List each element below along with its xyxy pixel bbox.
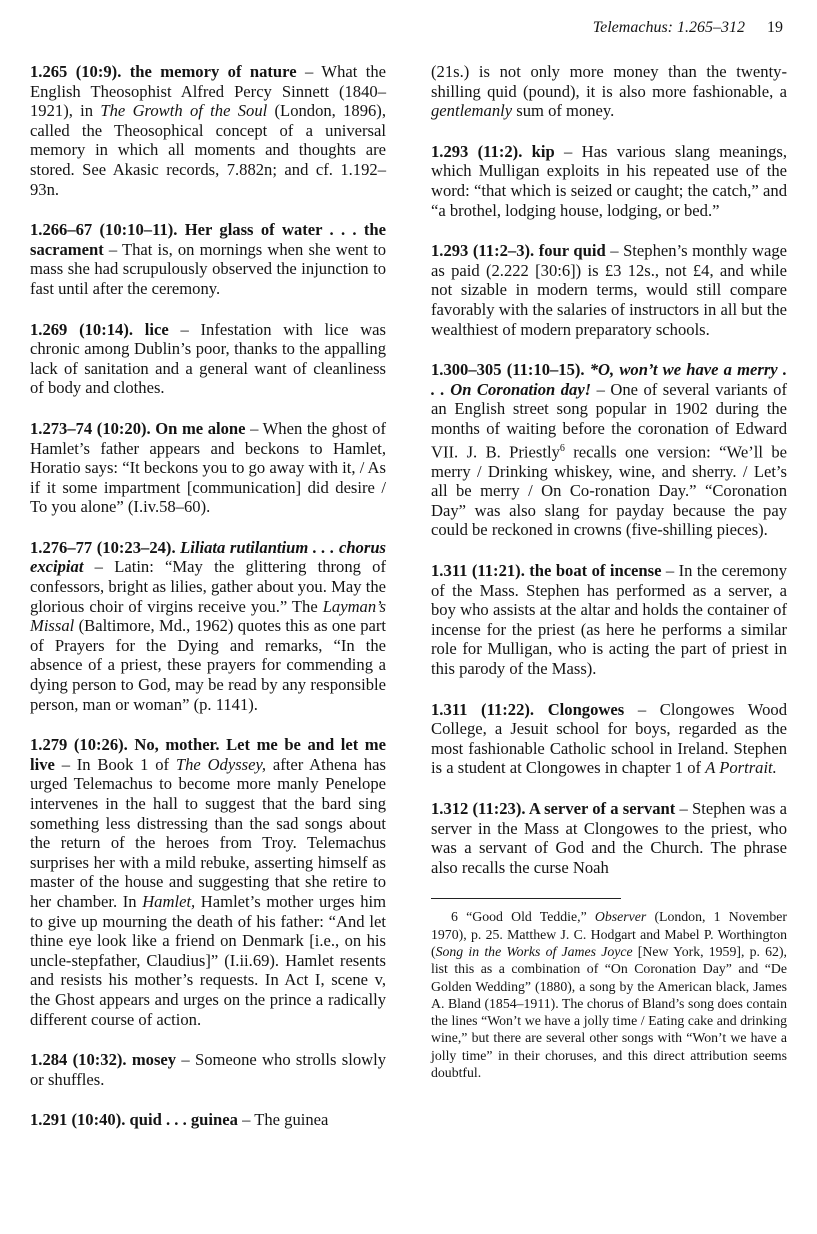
entry-text-run: In Book 1 of xyxy=(76,754,176,774)
entry-text-run: (Baltimore, Md., 1962) quotes this as one part of Prayers for the Dying and remarks, “In the absence of a priest, these prayers for commending a dying person to God, may be read by any responsible person, man or woman” (p. 1141). xyxy=(30,616,386,714)
entry-reference: 1.311 (11:22). xyxy=(431,699,548,719)
entry-text-run: after Athena has urged Telemachus to become more manly Penelope intervenes in the hall to suggest that the bard sing something less distressing than the sad songs about the return of the heroes from Troy. Telemachus surprises her with a mild rebuke, asserting himself as master of the house and suggesting that she retire to her chamber. In xyxy=(30,754,386,911)
entry-dash: – xyxy=(624,699,660,719)
entry-lemma: kip xyxy=(531,141,555,161)
entry-text-run: The Growth of the Soul xyxy=(100,101,268,121)
entry-lemma: Clongowes xyxy=(547,699,625,719)
entry-reference: 1.265 (10:9). xyxy=(30,62,130,81)
entry-lemma: *O, won’t we have a merry . . . On Coronation day! xyxy=(431,360,787,399)
entry-text-run: Clongowes Wood College, a Jesuit school for boys, regarded as the most fashionable Catholic school in Ireland. Stephen is a student at Clongowes in chapter 1 of xyxy=(431,699,788,778)
entry-lemma: mosey xyxy=(131,1050,177,1070)
footnote-text-run: Song in the Works of James Joyce xyxy=(435,943,633,959)
entry-reference: 1.273–74 (10:20). xyxy=(30,418,156,438)
entry-lemma: Her glass of water . . . the sacrament xyxy=(30,220,387,259)
entry-reference: 1.300–305 (11:10–15). xyxy=(431,360,590,380)
entry-dash: – xyxy=(675,798,692,818)
entry-text-run: Someone who strolls slowly or shuffles. xyxy=(30,1050,387,1089)
continuation-end: sum of money. xyxy=(512,101,615,121)
entry-lemma: A server of a servant xyxy=(528,798,676,818)
running-header xyxy=(593,18,783,38)
annotation-entry xyxy=(431,142,787,220)
entry-lemma: Liliata rutilantium . . . chorus excipiat xyxy=(30,537,387,577)
entry-dash: – xyxy=(176,1050,195,1070)
right-column xyxy=(431,62,787,1095)
footnote-text-run: [New York, 1959], p. 62), list this as a combination of “On Coronation Day” and “De Golden Wedding” (1880), a song by the American black, James A. Bland (1854–1911). The chorus of Bland’s song does contain the lines “Won’t we have a jolly time / Eating cake and drinking wine,” but there are several other songs with “Won’t we have a jolly time” in their choruses, and this direct attribution seems doubtful. xyxy=(431,943,787,1080)
annotation-entry xyxy=(30,538,386,714)
entry-text-run: Hamlet’s mother urges him to give up mourning the death of his father: “And let thine eye look like a friend on Denmark [i.e., on his uncle-stepfather, Claudius]” (I.ii.69). Hamlet resents and resists his mother’s requests. In Act I, scene v, the Ghost appears and urges on the prince a radically different course of action. xyxy=(30,891,387,1029)
entry-text-run: What the English Theosophist Alfred Percy Sinnett (1840–1921), in xyxy=(30,62,387,121)
footnote-text-run: 6 “Good Old Teddie,” xyxy=(451,909,595,925)
annotation-entry xyxy=(30,220,386,298)
annotation-entry xyxy=(431,360,787,540)
entry-text-run: One of several variants of an English street song popular in 1902 during the months of waiting before the coronation of Edward VII. J. B. Priestly xyxy=(431,379,788,462)
entry-text-run: (London, 1896), called the Theosophical concept of a universal memory in which all moments and thoughts are stored. See Akasic records, 7.882n; and cf. 1.192–93n. xyxy=(30,101,386,199)
footnote-rule xyxy=(431,898,621,899)
entry-text-run: Stephen’s monthly wage as paid (2.222 [30:6]) is £3 12s., not £4, and while not sizable in modern terms, would still compare favorably with the salaries of instructors in all but the wealthiest of modern preparatory schools. xyxy=(431,241,788,339)
entry-dash: – xyxy=(296,62,322,81)
entry-lemma: On me alone xyxy=(155,418,246,438)
entry-reference: 1.276–77 (10:23–24). xyxy=(30,537,181,557)
entry-text-run: Infestation with lice was chronic among Dublin’s poor, thanks to the appalling lack of sanitation and a general want of cleanliness of body and clothes. xyxy=(30,319,387,398)
entry-text-run: Latin: “May the glittering throng of confessors, bright as lilies, gather about you. May the glorious choir of virgins receive you.” The xyxy=(30,557,386,616)
entry-lemma: the boat of incense xyxy=(529,561,662,580)
entry-text-run: Stephen was a server in the Mass at Clongowes to the priest, who was a servant of God and the Church. The phrase also recalls the curse Noah xyxy=(431,798,788,877)
left-column xyxy=(30,62,386,1151)
entry-text-run: Hamlet, xyxy=(142,891,196,911)
entry-lemma: four quid xyxy=(538,241,606,261)
entry-dash: – xyxy=(168,319,201,339)
entry-dash: – xyxy=(554,141,582,161)
annotation-entry xyxy=(30,735,386,1029)
entry-lemma: lice xyxy=(144,319,169,339)
annotation-entry xyxy=(30,320,386,398)
entry-reference: 1.311 (11:21). xyxy=(431,561,530,580)
entry-dash: – xyxy=(83,557,115,577)
entry-text-run: The Odyssey, xyxy=(175,754,267,774)
entry-dash: – xyxy=(591,379,611,399)
entry-lemma: quid . . . guinea xyxy=(129,1110,238,1130)
continuation-italic: gentlemanly xyxy=(431,101,513,121)
continued-entry xyxy=(431,62,787,121)
entry-text-run: recalls one version: “We’ll be merry / Drinking whiskey, wine, and sherry. / Let’s all be merry / On Co-ronation Day.” “Coronation Day” was also slang for payday because the pay could be reckoned in crowns (five-shilling pieces). xyxy=(431,442,787,540)
entry-text-run: 6 xyxy=(559,442,565,454)
annotation-entry xyxy=(30,62,386,199)
annotation-entry xyxy=(30,1110,386,1130)
entry-reference: 1.279 (10:26). xyxy=(30,735,135,755)
annotation-entry xyxy=(30,419,386,517)
annotation-entry xyxy=(431,561,787,679)
annotation-entry xyxy=(30,1050,386,1089)
entry-reference: 1.312 (11:23). xyxy=(431,798,529,818)
annotation-entry xyxy=(431,799,787,877)
entry-dash: – xyxy=(237,1110,255,1130)
entry-lemma: No, mother. Let me be and let me live xyxy=(30,735,386,774)
annotation-entry xyxy=(431,241,787,339)
entry-reference: 1.266–67 (10:10–11). xyxy=(30,220,185,240)
page-number: 19 xyxy=(767,19,783,36)
entry-dash: – xyxy=(245,418,263,438)
entry-dash: – xyxy=(605,241,624,261)
entry-reference: 1.293 (11:2–3). xyxy=(431,241,539,261)
footnote-text-run: (London, 1 November 1970), p. 25. Matthew J. C. Hodgart and Mabel P. Worthington ( xyxy=(431,909,787,959)
entry-text-run: In the ceremony of the Mass. Stephen has performed as a server, a boy who assists at the altar and holds the container of incense for the priest (as here he performs a similar role for Mulligan, who is acting the part of priest in this parody of the Mass). xyxy=(431,561,788,678)
footnote xyxy=(431,908,787,1081)
entry-lemma: the memory of nature xyxy=(129,62,297,81)
entry-reference: 1.284 (10:32). xyxy=(30,1050,132,1070)
entry-text-run: When the ghost of Hamlet’s father appears and beckons to Hamlet, Horatio says: “It beckons you to go away with it, / As if it some impartment [communication] did desire / To you alone” (I.iv.58–60). xyxy=(30,418,386,517)
footnote-text-run: Observer xyxy=(594,909,647,925)
entry-text-run: Layman’s Missal xyxy=(30,596,386,636)
entry-text-run: A Portrait. xyxy=(705,758,777,778)
entry-reference: 1.293 (11:2). xyxy=(431,141,532,161)
entry-text-run: That is, on mornings when she went to mass she had scrupulously observed the injunction to fast until after the ceremony. xyxy=(30,239,386,298)
entry-text-run: The guinea xyxy=(254,1110,329,1130)
entry-dash: – xyxy=(103,239,122,259)
running-title: Telemachus: 1.265–312 xyxy=(592,19,745,36)
entry-reference: 1.269 (10:14). xyxy=(30,319,145,339)
entry-text-run: Has various slang meanings, which Mulligan exploits in his repeated use of the word: “that which is seized or caught; the catch,” and “a brothel, lodging house, lodging, or bed.” xyxy=(431,141,788,220)
entry-dash: – xyxy=(54,754,77,774)
entry-reference: 1.291 (10:40). xyxy=(30,1110,130,1130)
annotation-entry xyxy=(431,700,787,778)
entry-dash: – xyxy=(661,561,679,580)
continuation-text: (21s.) is not only more money than the twenty-shilling quid (pound), it is also more fashionable, a xyxy=(431,62,787,101)
